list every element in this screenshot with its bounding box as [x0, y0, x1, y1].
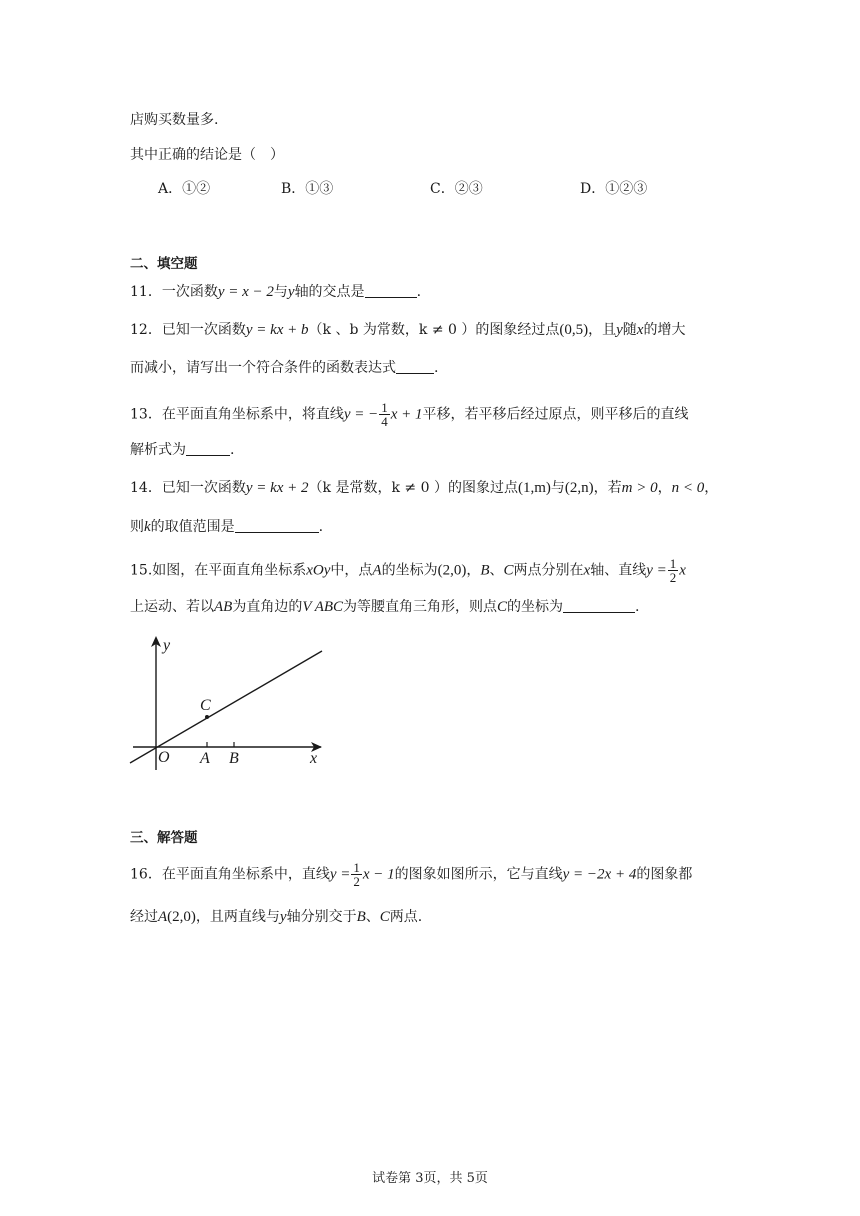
question-15-line-2: 上运动、若以AB为直角边的V ABC为等腰直角三角形，则点C的坐标为 . [130, 599, 640, 615]
question-13-line-2: 解析式为 . [130, 442, 235, 458]
answer-blank-11[interactable] [365, 283, 417, 298]
question-10-ask: 其中正确的结论是（ ） [130, 147, 284, 163]
option-c: C．②③ [430, 181, 483, 197]
question-12-line-2: 而减小，请写出一个符合条件的函数表达式 . [130, 360, 439, 376]
section-2-title: 二、填空题 [130, 256, 198, 272]
y-axis-label: y [163, 637, 171, 654]
option-b: B．①③ [281, 181, 334, 197]
page-footer: 试卷第 3页，共 5页 [372, 1171, 488, 1186]
question-16-line-2: 经过A(2,0)，且两直线与y轴分别交于B、C两点. [130, 909, 423, 925]
question-14-line-1: 14．已知一次函数y = kx + 2（k 是常数，k ≠ 0 ）的图象过点(1,m)与(2,n)，若m > 0，n < 0， [130, 480, 719, 496]
answer-blank-12[interactable] [396, 359, 434, 374]
fraction: $\frac{1}{2}$ [669, 556, 677, 585]
point-b-label: B [229, 750, 239, 767]
origin-label: O [158, 749, 170, 766]
point-a-label: A [200, 750, 210, 767]
fraction: $\frac{1}{2}$ [353, 860, 360, 889]
answer-blank-15[interactable] [563, 598, 635, 613]
fraction: $\frac{1}{4}$ [381, 400, 388, 429]
continued-text: 店购买数量多. [130, 112, 219, 128]
line-y-half-x [130, 651, 322, 763]
point-c [205, 715, 209, 719]
question-15-line-1: 15.如图，在平面直角坐标系xOy中，点A的坐标为(2,0)，B、C两点分别在x轴、直线y = $\frac{1}{2}$ x [130, 556, 686, 585]
question-11: 11．一次函数y = x − 2与y轴的交点是 . [130, 284, 422, 300]
question-16-line-1: 16．在平面直角坐标系中，直线y = $\frac{1}{2}$ x − 1的图象如图所示，它与直线y = −2x + 4的图象都 [130, 860, 693, 889]
question-13-line-1: 13．在平面直角坐标系中，将直线y = − $\frac{1}{4}$ x + 1平移，若平移后经过原点，则平移后的直线 [130, 400, 689, 429]
question-12-line-1: 12．已知一次函数y = kx + b（k 、b 为常数，k ≠ 0 ）的图象经过点(0,5)，且y随x的增大 [130, 322, 686, 338]
option-d: D．①②③ [580, 181, 648, 197]
answer-blank-14[interactable] [235, 518, 319, 533]
answer-blank-13[interactable] [186, 441, 230, 456]
question-14-line-2: 则k的取值范围是 . [130, 519, 324, 535]
point-c-label: C [200, 697, 211, 714]
coordinate-figure [125, 630, 335, 775]
option-a: A．①② [158, 181, 211, 197]
x-axis-label: x [310, 750, 318, 767]
section-3-title: 三、解答题 [130, 830, 198, 846]
